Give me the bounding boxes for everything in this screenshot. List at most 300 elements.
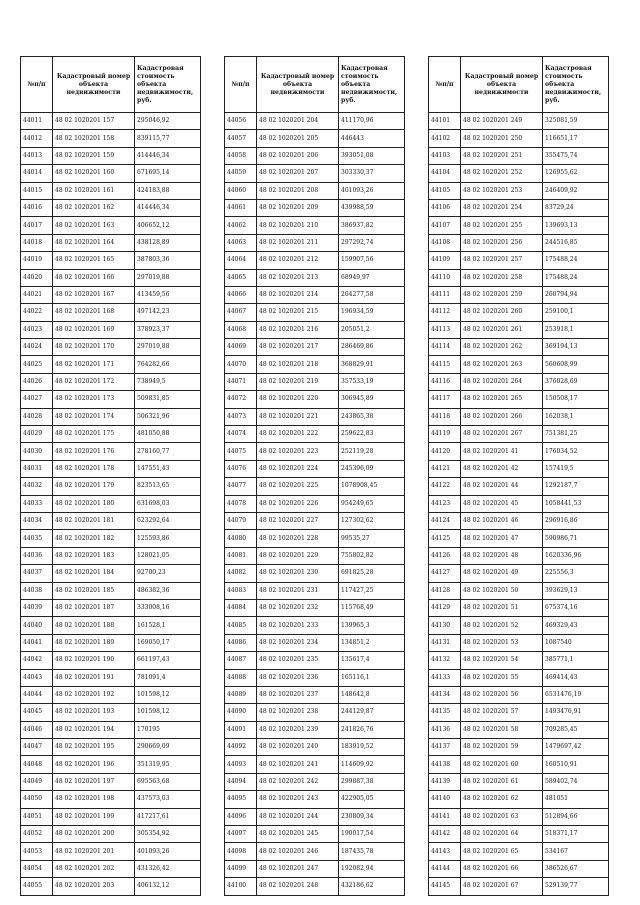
- cadastral-number: 48 02 1020201 51: [461, 599, 543, 616]
- cadastral-value: 509831,85: [135, 391, 201, 408]
- cadastral-number: 48 02 1020201 192: [53, 686, 135, 703]
- row-number: 44048: [21, 756, 53, 773]
- cadastral-value: 386526,67: [543, 860, 609, 877]
- cadastral-number: 48 02 1020201 261: [461, 321, 543, 338]
- table-row: [225, 478, 405, 495]
- row-number: 44144: [429, 860, 461, 877]
- table-row: [429, 756, 609, 773]
- cadastral-value: 183919,52: [339, 739, 405, 756]
- cadastral-number: 48 02 1020201 161: [53, 182, 135, 199]
- cadastral-value: 297019,88: [135, 339, 201, 356]
- cadastral-number: 48 02 1020201 217: [257, 339, 339, 356]
- header-row: [21, 57, 201, 113]
- cadastral-number: 48 02 1020201 183: [53, 547, 135, 564]
- row-number: 44027: [21, 391, 53, 408]
- cadastral-number: 48 02 1020201 67: [461, 878, 543, 895]
- row-number: 44088: [225, 669, 257, 686]
- table-row: [225, 147, 405, 164]
- table-row: [225, 321, 405, 338]
- row-number: 44021: [21, 286, 53, 303]
- table-row: [21, 443, 201, 460]
- table-row: [225, 686, 405, 703]
- cadastral-number: 48 02 1020201 42: [461, 460, 543, 477]
- row-number: 44134: [429, 686, 461, 703]
- cadastral-number: 48 02 1020201 214: [257, 286, 339, 303]
- cadastral-number: 48 02 1020201 252: [461, 165, 543, 182]
- cadastral-number: 48 02 1020201 205: [257, 130, 339, 147]
- cadastral-value: 497142,23: [135, 304, 201, 321]
- table-row: [429, 391, 609, 408]
- cadastral-number: 48 02 1020201 259: [461, 286, 543, 303]
- row-number: 44084: [225, 599, 257, 616]
- table-row: [21, 617, 201, 634]
- cadastral-value: 241826,76: [339, 721, 405, 738]
- table-row: [21, 321, 201, 338]
- table-row: [225, 652, 405, 669]
- row-number: 44127: [429, 565, 461, 582]
- row-number: 44080: [225, 530, 257, 547]
- cadastral-value: 623292,64: [135, 512, 201, 529]
- table-row: [225, 217, 405, 234]
- table-row: [429, 478, 609, 495]
- table-row: [21, 130, 201, 147]
- row-number: 44037: [21, 565, 53, 582]
- cadastral-number: 48 02 1020201 185: [53, 582, 135, 599]
- cadastral-table-right: [428, 56, 609, 896]
- cadastral-value: 351319,95: [135, 756, 201, 773]
- cadastral-number: 48 02 1020201 53: [461, 634, 543, 651]
- cadastral-number: 48 02 1020201 189: [53, 634, 135, 651]
- cadastral-number: 48 02 1020201 65: [461, 843, 543, 860]
- table-row: [21, 286, 201, 303]
- row-number: 44059: [225, 165, 257, 182]
- row-number: 44094: [225, 773, 257, 790]
- cadastral-number: 48 02 1020201 212: [257, 252, 339, 269]
- cadastral-value: 386937,82: [339, 217, 405, 234]
- row-number: 44067: [225, 304, 257, 321]
- cadastral-number: 48 02 1020201 172: [53, 373, 135, 390]
- row-number: 44025: [21, 356, 53, 373]
- table-row: [429, 495, 609, 512]
- row-number: 44060: [225, 182, 257, 199]
- cadastral-value: 139693,13: [543, 217, 609, 234]
- row-number: 44136: [429, 721, 461, 738]
- table-row: [429, 739, 609, 756]
- cadastral-number: 48 02 1020201 179: [53, 478, 135, 495]
- row-number: 44019: [21, 252, 53, 269]
- cadastral-value: 437573,03: [135, 791, 201, 808]
- header-row-number: №п/п: [21, 57, 53, 113]
- cadastral-value: 297292,74: [339, 234, 405, 251]
- cadastral-number: 48 02 1020201 230: [257, 565, 339, 582]
- table-row: [21, 669, 201, 686]
- cadastral-number: 48 02 1020201 234: [257, 634, 339, 651]
- table-row: [225, 373, 405, 390]
- cadastral-number: 48 02 1020201 264: [461, 373, 543, 390]
- table-row: [429, 113, 609, 130]
- cadastral-value: 446443: [339, 130, 405, 147]
- cadastral-number: 48 02 1020201 190: [53, 652, 135, 669]
- row-number: 44063: [225, 234, 257, 251]
- cadastral-value: 295046,92: [135, 113, 201, 130]
- cadastral-value: 333008,16: [135, 599, 201, 616]
- cadastral-number: 48 02 1020201 58: [461, 721, 543, 738]
- cadastral-value: 357533,19: [339, 373, 405, 390]
- row-number: 44015: [21, 182, 53, 199]
- row-number: 44031: [21, 460, 53, 477]
- table-row: [225, 113, 405, 130]
- cadastral-value: 303330,37: [339, 165, 405, 182]
- row-number: 44118: [429, 408, 461, 425]
- row-number: 44109: [429, 252, 461, 269]
- row-number: 44050: [21, 791, 53, 808]
- cadastral-number: 48 02 1020201 238: [257, 704, 339, 721]
- cadastral-number: 48 02 1020201 225: [257, 478, 339, 495]
- cadastral-value: 486382,36: [135, 582, 201, 599]
- cadastral-value: 148642,8: [339, 686, 405, 703]
- row-number: 44114: [429, 339, 461, 356]
- header-cadastral-number: Кадастровый номер объекта недвижимости: [257, 57, 339, 113]
- cadastral-number: 48 02 1020201 66: [461, 860, 543, 877]
- row-number: 44017: [21, 217, 53, 234]
- table-row: [225, 182, 405, 199]
- table-row: [225, 339, 405, 356]
- header-row-number: №п/п: [225, 57, 257, 113]
- cadastral-value: 1087540: [543, 634, 609, 651]
- cadastral-value: 469414,43: [543, 669, 609, 686]
- cadastral-number: 48 02 1020201 182: [53, 530, 135, 547]
- table-row: [429, 182, 609, 199]
- row-number: 44128: [429, 582, 461, 599]
- cadastral-number: 48 02 1020201 184: [53, 565, 135, 582]
- cadastral-number: 48 02 1020201 262: [461, 339, 543, 356]
- cadastral-value: 160510,91: [543, 756, 609, 773]
- row-number: 44140: [429, 791, 461, 808]
- cadastral-value: 187435,78: [339, 843, 405, 860]
- cadastral-value: 245396,09: [339, 460, 405, 477]
- cadastral-number: 48 02 1020201 244: [257, 808, 339, 825]
- cadastral-number: 48 02 1020201 50: [461, 582, 543, 599]
- cadastral-number: 48 02 1020201 236: [257, 669, 339, 686]
- row-number: 44098: [225, 843, 257, 860]
- cadastral-value: 161528,1: [135, 617, 201, 634]
- row-number: 44052: [21, 826, 53, 843]
- row-number: 44129: [429, 599, 461, 616]
- cadastral-value: 534167: [543, 843, 609, 860]
- row-number: 44125: [429, 530, 461, 547]
- row-number: 44072: [225, 391, 257, 408]
- table-row: [225, 408, 405, 425]
- table-row: [21, 599, 201, 616]
- table-row: [21, 582, 201, 599]
- table-row: [21, 843, 201, 860]
- cadastral-number: 48 02 1020201 52: [461, 617, 543, 634]
- row-number: 44013: [21, 147, 53, 164]
- cadastral-value: 117427,25: [339, 582, 405, 599]
- row-number: 44106: [429, 199, 461, 216]
- row-number: 44029: [21, 426, 53, 443]
- cadastral-number: 48 02 1020201 191: [53, 669, 135, 686]
- table-row: [225, 304, 405, 321]
- cadastral-number: 48 02 1020201 44: [461, 478, 543, 495]
- row-number: 44086: [225, 634, 257, 651]
- table-row: [429, 460, 609, 477]
- header-cadastral-value: Кадастровая стоимость объекта недвижимости, руб.: [543, 57, 609, 113]
- table-row: [21, 512, 201, 529]
- table-row: [429, 669, 609, 686]
- table-row: [21, 791, 201, 808]
- cadastral-value: 290669,09: [135, 739, 201, 756]
- cadastral-number: 48 02 1020201 215: [257, 304, 339, 321]
- table-row: [225, 756, 405, 773]
- cadastral-value: 1620336,96: [543, 547, 609, 564]
- row-number: 44053: [21, 843, 53, 860]
- row-number: 44117: [429, 391, 461, 408]
- row-number: 44020: [21, 269, 53, 286]
- cadastral-value: 424183,88: [135, 182, 201, 199]
- table-row: [21, 373, 201, 390]
- table-row: [21, 704, 201, 721]
- cadastral-value: 755802,82: [339, 547, 405, 564]
- row-number: 44107: [429, 217, 461, 234]
- row-number: 44011: [21, 113, 53, 130]
- cadastral-value: 305354,92: [135, 826, 201, 843]
- cadastral-number: 48 02 1020201 248: [257, 878, 339, 895]
- cadastral-number: 48 02 1020201 265: [461, 391, 543, 408]
- cadastral-value: 512894,66: [543, 808, 609, 825]
- cadastral-value: 162038,1: [543, 408, 609, 425]
- cadastral-value: 738949,5: [135, 373, 201, 390]
- cadastral-number: 48 02 1020201 216: [257, 321, 339, 338]
- table-row: [429, 721, 609, 738]
- header-row-number: №п/п: [429, 57, 461, 113]
- table-row: [225, 860, 405, 877]
- row-number: 44097: [225, 826, 257, 843]
- cadastral-value: 259622,83: [339, 426, 405, 443]
- cadastral-value: 393629,13: [543, 582, 609, 599]
- cadastral-number: 48 02 1020201 218: [257, 356, 339, 373]
- cadastral-value: 417217,61: [135, 808, 201, 825]
- cadastral-number: 48 02 1020201 222: [257, 426, 339, 443]
- table-row: [429, 547, 609, 564]
- cadastral-value: 709285,45: [543, 721, 609, 738]
- table-row: [225, 634, 405, 651]
- table-row: [429, 252, 609, 269]
- table-row: [21, 269, 201, 286]
- cadastral-number: 48 02 1020201 178: [53, 460, 135, 477]
- cadastral-value: 432186,62: [339, 878, 405, 895]
- row-number: 44070: [225, 356, 257, 373]
- header-row: [429, 57, 609, 113]
- row-number: 44012: [21, 130, 53, 147]
- table-row: [21, 426, 201, 443]
- row-number: 44014: [21, 165, 53, 182]
- cadastral-value: 355475,74: [543, 147, 609, 164]
- cadastral-number: 48 02 1020201 59: [461, 739, 543, 756]
- cadastral-number: 48 02 1020201 157: [53, 113, 135, 130]
- table-row: [225, 512, 405, 529]
- cadastral-number: 48 02 1020201 46: [461, 512, 543, 529]
- cadastral-value: 406132,12: [135, 878, 201, 895]
- table-row: [225, 199, 405, 216]
- cadastral-value: 401093,26: [339, 182, 405, 199]
- cadastral-value: 139965,3: [339, 617, 405, 634]
- cadastral-number: 48 02 1020201 174: [53, 408, 135, 425]
- table-row: [225, 443, 405, 460]
- cadastral-value: 431326,42: [135, 860, 201, 877]
- row-number: 44096: [225, 808, 257, 825]
- cadastral-value: 560608,99: [543, 356, 609, 373]
- row-number: 44090: [225, 704, 257, 721]
- row-number: 44033: [21, 495, 53, 512]
- row-number: 44032: [21, 478, 53, 495]
- table-row: [225, 495, 405, 512]
- cadastral-number: 48 02 1020201 229: [257, 547, 339, 564]
- row-number: 44042: [21, 652, 53, 669]
- cadastral-value: 92700,23: [135, 565, 201, 582]
- row-number: 44139: [429, 773, 461, 790]
- table-row: [429, 686, 609, 703]
- table-row: [21, 808, 201, 825]
- row-number: 44130: [429, 617, 461, 634]
- row-number: 44145: [429, 878, 461, 895]
- row-number: 44024: [21, 339, 53, 356]
- cadastral-number: 48 02 1020201 187: [53, 599, 135, 616]
- row-number: 44022: [21, 304, 53, 321]
- cadastral-number: 48 02 1020201 180: [53, 495, 135, 512]
- cadastral-number: 48 02 1020201 240: [257, 739, 339, 756]
- table-row: [429, 286, 609, 303]
- header-cadastral-value: Кадастровая стоимость объекта недвижимости, руб.: [339, 57, 405, 113]
- row-number: 44095: [225, 791, 257, 808]
- cadastral-value: 260794,94: [543, 286, 609, 303]
- table-row: [21, 113, 201, 130]
- cadastral-value: 190017,54: [339, 826, 405, 843]
- table-row: [21, 634, 201, 651]
- row-number: 44071: [225, 373, 257, 390]
- row-number: 44083: [225, 582, 257, 599]
- row-number: 44092: [225, 739, 257, 756]
- row-number: 44023: [21, 321, 53, 338]
- cadastral-number: 48 02 1020201 207: [257, 165, 339, 182]
- cadastral-value: 99535,27: [339, 530, 405, 547]
- cadastral-number: 48 02 1020201 162: [53, 199, 135, 216]
- row-number: 44131: [429, 634, 461, 651]
- cadastral-table-left: [20, 56, 201, 896]
- cadastral-number: 48 02 1020201 62: [461, 791, 543, 808]
- cadastral-number: 48 02 1020201 170: [53, 339, 135, 356]
- row-number: 44036: [21, 547, 53, 564]
- cadastral-value: 691825,28: [339, 565, 405, 582]
- cadastral-value: 169050,17: [135, 634, 201, 651]
- row-number: 44047: [21, 739, 53, 756]
- table-row: [21, 773, 201, 790]
- cadastral-value: 1078908,45: [339, 478, 405, 495]
- row-number: 44102: [429, 130, 461, 147]
- cadastral-number: 48 02 1020201 247: [257, 860, 339, 877]
- cadastral-number: 48 02 1020201 166: [53, 269, 135, 286]
- table-row: [21, 478, 201, 495]
- row-number: 44116: [429, 373, 461, 390]
- cadastral-number: 48 02 1020201 243: [257, 791, 339, 808]
- row-number: 44104: [429, 165, 461, 182]
- cadastral-value: 839115,77: [135, 130, 201, 147]
- cadastral-number: 48 02 1020201 266: [461, 408, 543, 425]
- cadastral-value: 589402,74: [543, 773, 609, 790]
- table-row: [429, 408, 609, 425]
- cadastral-number: 48 02 1020201 237: [257, 686, 339, 703]
- table-row: [429, 199, 609, 216]
- cadastral-number: 48 02 1020201 181: [53, 512, 135, 529]
- cadastral-number: 48 02 1020201 200: [53, 826, 135, 843]
- table-row: [21, 756, 201, 773]
- cadastral-number: 48 02 1020201 175: [53, 426, 135, 443]
- cadastral-value: 411170,96: [339, 113, 405, 130]
- cadastral-number: 48 02 1020201 251: [461, 147, 543, 164]
- row-number: 44051: [21, 808, 53, 825]
- row-number: 44030: [21, 443, 53, 460]
- cadastral-number: 48 02 1020201 220: [257, 391, 339, 408]
- cadastral-number: 48 02 1020201 45: [461, 495, 543, 512]
- cadastral-value: 385771,1: [543, 652, 609, 669]
- row-number: 44124: [429, 512, 461, 529]
- row-number: 44078: [225, 495, 257, 512]
- cadastral-value: 518371,17: [543, 826, 609, 843]
- row-number: 44046: [21, 721, 53, 738]
- cadastral-number: 48 02 1020201 163: [53, 217, 135, 234]
- cadastral-number: 48 02 1020201 239: [257, 721, 339, 738]
- cadastral-number: 48 02 1020201 201: [53, 843, 135, 860]
- table-row: [429, 512, 609, 529]
- cadastral-number: 48 02 1020201 167: [53, 286, 135, 303]
- cadastral-number: 48 02 1020201 224: [257, 460, 339, 477]
- row-number: 44126: [429, 547, 461, 564]
- cadastral-number: 48 02 1020201 211: [257, 234, 339, 251]
- cadastral-number: 48 02 1020201 168: [53, 304, 135, 321]
- row-number: 44062: [225, 217, 257, 234]
- table-row: [21, 565, 201, 582]
- row-number: 44105: [429, 182, 461, 199]
- row-number: 44103: [429, 147, 461, 164]
- cadastral-value: 159907,56: [339, 252, 405, 269]
- table-row: [225, 704, 405, 721]
- table-row: [225, 617, 405, 634]
- cadastral-number: 48 02 1020201 263: [461, 356, 543, 373]
- cadastral-number: 48 02 1020201 257: [461, 252, 543, 269]
- row-number: 44091: [225, 721, 257, 738]
- row-number: 44054: [21, 860, 53, 877]
- cadastral-value: 128021,05: [135, 547, 201, 564]
- table-row: [429, 617, 609, 634]
- cadastral-value: 297019,88: [135, 269, 201, 286]
- row-number: 44061: [225, 199, 257, 216]
- row-number: 44039: [21, 599, 53, 616]
- table-row: [429, 826, 609, 843]
- row-number: 44049: [21, 773, 53, 790]
- cadastral-number: 48 02 1020201 267: [461, 426, 543, 443]
- table-row: [429, 147, 609, 164]
- cadastral-number: 48 02 1020201 208: [257, 182, 339, 199]
- cadastral-number: 48 02 1020201 165: [53, 252, 135, 269]
- cadastral-value: 325081,59: [543, 113, 609, 130]
- table-row: [429, 791, 609, 808]
- table-row: [225, 286, 405, 303]
- cadastral-number: 48 02 1020201 54: [461, 652, 543, 669]
- cadastral-number: 48 02 1020201 56: [461, 686, 543, 703]
- table-row: [429, 426, 609, 443]
- table-row: [225, 669, 405, 686]
- cadastral-number: 48 02 1020201 250: [461, 130, 543, 147]
